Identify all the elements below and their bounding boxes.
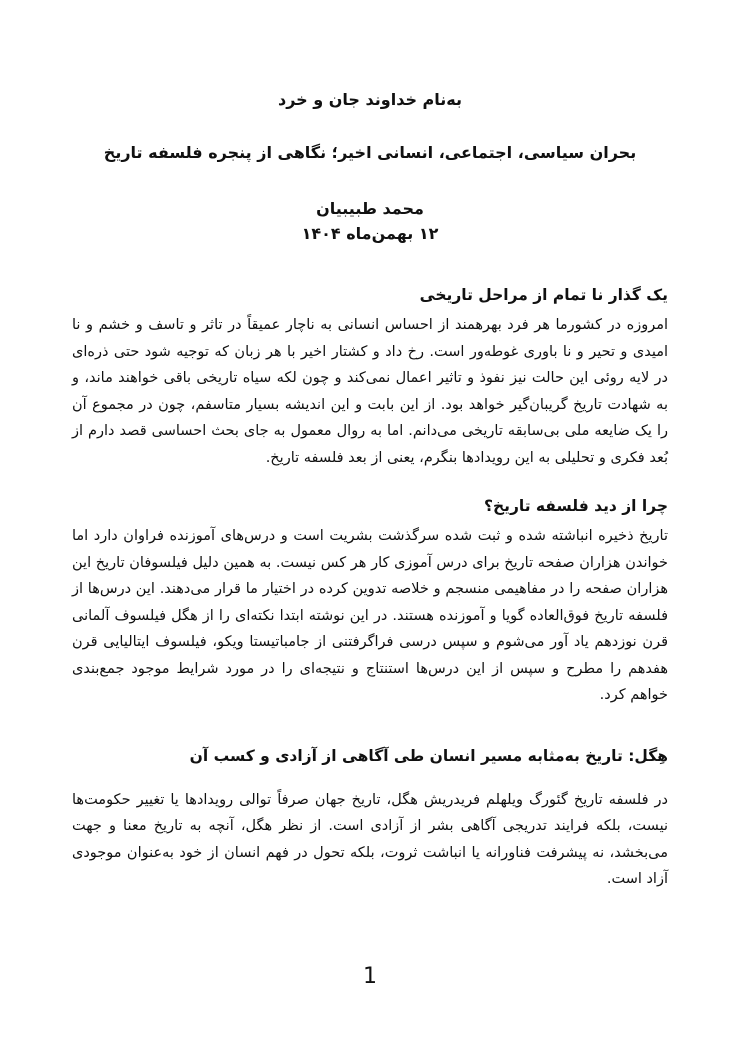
basmala-heading: به‌نام خداوند جان و خرد xyxy=(277,90,463,109)
section-paragraph: امروزه در کشورما هر فرد بهرهمند از احساس انسانی به ناچار عمیقاً در تاثر و تاسف و خشم و نا امیدی و تحیر و نا باوری غوطه‌ور است. رخ داد و کشتار اخیر با هر زبان که توجیه شود حتی ذره‌ای در لایه روئی این حالت نیز نفوذ و تاثیر اعمال نمی‌کند و چون لکه سیاه تاریخی باقی خواهند ماند، و به شهادت تاریخ گریبان‌گیر خواهد بود. از این بابت و این اندیشه بسیار متاسفم، چون در مجموع آن را یک ضایعه ملی بی‌سابقه تاریخی می‌دانم. اما به روال معمول به جای بحث احساسی قصد دارم از بُعد فکری و تحلیلی به این رویدادها بنگرم، یعنی از بعد فلسفه تاریخ. xyxy=(72,317,668,466)
section-heading: هِگل: تاریخ به‌مثابه مسیر انسان طی آگاهی از آزادی و کسب آن xyxy=(189,746,668,765)
section-paragraph: در فلسفه تاریخ گئورگ ویلهلم فریدریش هگل، تاریخ جهان صرفاً توالی رویدادها یا تغییر حکومت‌ها نیست، بلکه فرایند تدریجی آگاهی بشر از آزادی است. از نظر هگل، آنچه به تاریخ معنا و جهت می‌بخشد، نه پیشرفت فناورانه یا انباشت ثروت، بلکه تحول در فهم انسان از خود به‌عنوان موجودی آزاد است. xyxy=(72,791,668,887)
page-number: 1 xyxy=(363,964,377,989)
section-paragraph: تاریخ ذخیره انباشته شده و ثبت شده سرگذشت بشریت است و درس‌های آموزنده فراوان دارد اما خواندن هزاران صفحه تاریخ برای درس آموزی کار هر کس نیست. به همین دلیل فیلسوفان تاریخ این هزاران صفحه را در مفاهیمی منسجم و خلاصه تدوین کرده در اختیار ما قرار می‌دهند. این درس‌ها از فلسفه تاریخ فوق‌العاده گویا و آموزنده هستند. در این نوشته ابتدا نکته‌ای را از هگل فیلسوف آلمانی قرن نوزدهم یاد آور می‌شوم و سپس درسی فراگرفتنی از جامباتیستا ویکو، فیلسوف ایتالیایی قرن هفدهم را مطرح و سپس از این درس‌ها استنتاج و نتیجه‌ای را در مورد شرایط موجود جمع‌بندی خواهم کرد. xyxy=(72,528,668,703)
author-name: محمد طبیبیان xyxy=(316,199,424,218)
section-3 xyxy=(72,743,668,893)
document-title: بحران سیاسی، اجتماعی، انسانی اخیر؛ نگاهی از پنجره فلسفه تاریخ xyxy=(103,143,637,162)
document-date: ۱۲ بهمن‌ماه ۱۴۰۴ xyxy=(301,224,439,243)
section-heading: یک گذار نا تمام از مراحل تاریخی xyxy=(419,286,668,304)
section-heading: چرا از دید فلسفه تاریخ؟ xyxy=(483,497,668,515)
section-2 xyxy=(72,493,668,709)
section-1 xyxy=(72,282,668,471)
